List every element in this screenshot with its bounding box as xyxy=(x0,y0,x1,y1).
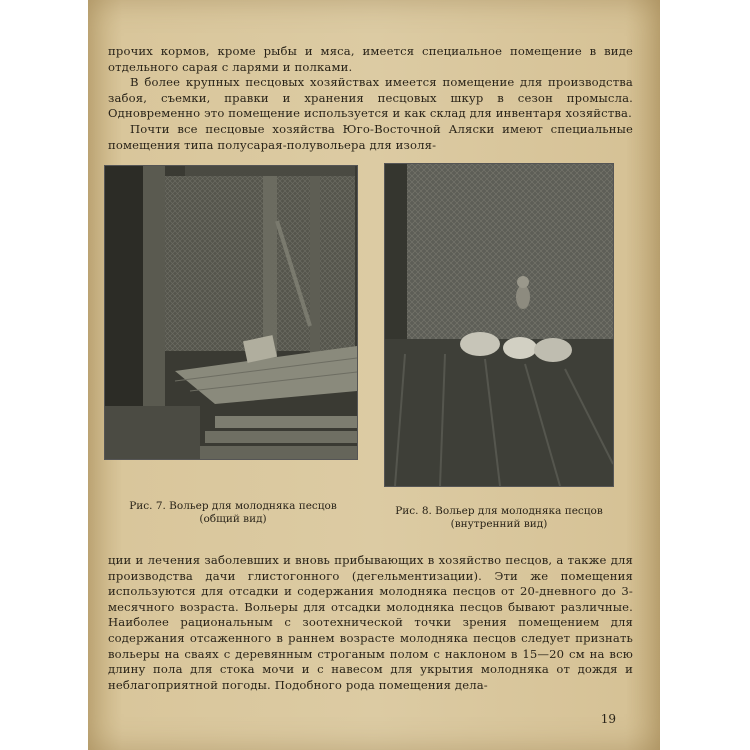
figure-7-caption xyxy=(98,500,368,526)
paragraph: Почти все песцовые хозяйства Юго-Восточной Аляски имеют специальные помещения типа полусарая-полувольера для изоля- xyxy=(108,121,633,152)
figure-8-photo xyxy=(384,163,614,487)
caption-line: Рис. 8. Вольер для молодняка песцов xyxy=(395,505,603,517)
book-page xyxy=(88,0,660,750)
figure-8-caption xyxy=(370,505,628,531)
caption-line: (внутренний вид) xyxy=(450,518,548,530)
paragraph: прочих кормов, кроме рыбы и мяса, имеется специальное помещение в виде отдельного сарая с ларями и полками. xyxy=(108,44,633,74)
caption-line: Рис. 7. Вольер для молодняка песцов xyxy=(129,500,337,512)
caption-line: (общий вид) xyxy=(199,513,267,525)
page-number: 19 xyxy=(600,712,616,726)
paragraph: В более крупных песцовых хозяйствах имеется помещение для производства забоя, съемки, правки и хранения песцовых шкур в сезон промысла. Одновременно это помещение используется и как склад для инвентаря хозяйства. xyxy=(108,75,633,121)
text-top xyxy=(108,44,633,153)
paragraph: ции и лечения заболевших и вновь прибывающих в хозяйство песцов, а также для производства дачи глистогонного (дегельментизации). Эти же помещения используются для отсадки и содержания молодняка песцов от 20-дневного до 3-месячного возраста. Вольеры для отсадки молодняка песцов бывают различные. Наиболее рациональным с зоотехнической точки зрения помещением для содержания отсаженного в раннем возрасте молодняка песцов следует признать вольеры на сваях с деревянным строганым полом с наклоном в 15—20 см на всю длину пола для стока мочи и с навесом для укрытия молодняка от дождя и неблагоприятной погоды. Подобного рода помещения дела- xyxy=(108,553,633,692)
figure-7-photo xyxy=(104,165,358,460)
text-bottom xyxy=(108,553,633,693)
